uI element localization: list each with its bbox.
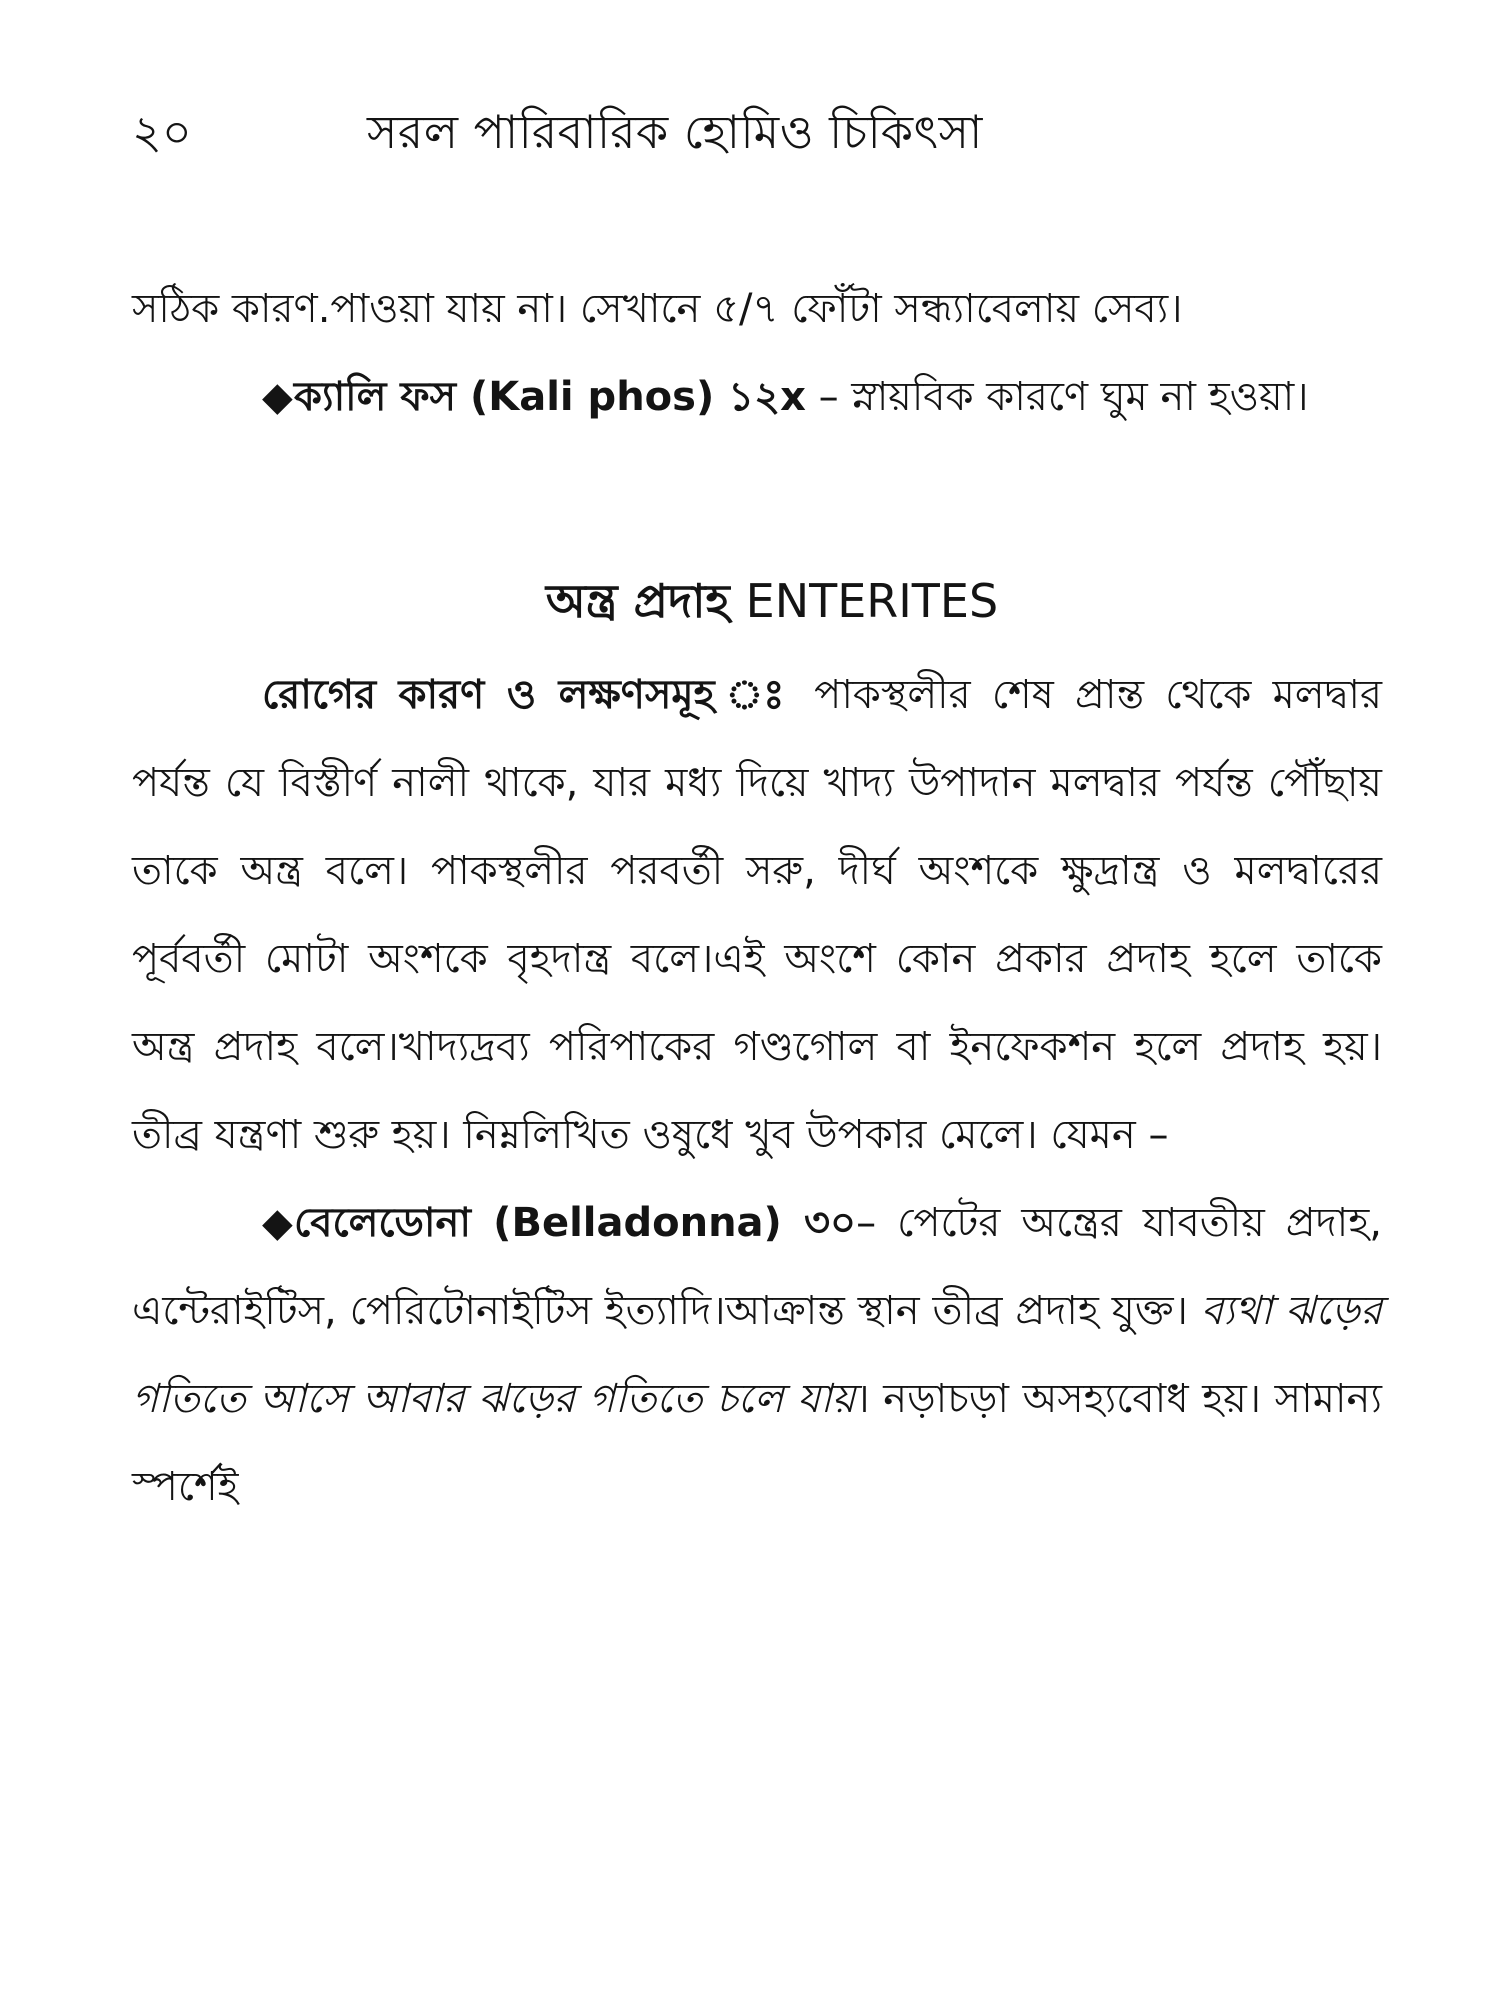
remedy-name: ক্যালি ফস (Kali phos) ১২x [294, 374, 806, 420]
remedy-description-continued: । নড়াচড়া অসহ্যবোধ হয়। সামান্য স্পর্শেই [132, 1376, 1382, 1510]
remedy-entry-belladonna [132, 1179, 1382, 1531]
section-title-bengali: অন্ত্র প্রদাহ [545, 574, 730, 628]
remedy-italic-note: ব্যথা ঝড়ের গতিতে আসে আবার ঝড়ের গতিতে চলে যায় [132, 1288, 1382, 1422]
section-heading [132, 551, 1382, 651]
continuation-paragraph [132, 265, 1382, 353]
diamond-bullet-icon: ◆ [262, 1200, 293, 1246]
section-spacer [132, 441, 1382, 551]
remedy-entry-kali-phos [132, 353, 1382, 441]
remedy-name: বেলেডোনা (Belladonna) ৩০ [294, 1200, 857, 1246]
causes-paragraph [132, 651, 1382, 1179]
book-title: সরল পারিবারিক হোমিও চিকিৎসা [367, 105, 983, 159]
causes-text: পাকস্থলীর শেষ প্রান্ত থেকে মলদ্বার পর্যন্ত যে বিস্তীর্ণ নালী থাকে, যার মধ্য দিয়ে খাদ্য উপাদান মলদ্বার পর্যন্ত পৌঁছায় তাকে অন্ত্র বলে। পাকস্থলীর পরবর্তী সরু, দীর্ঘ অংশকে ক্ষুদ্রান্ত্র ও মলদ্বারের পূর্ববর্তী মোটা অংশকে বৃহদান্ত্র বলে।এই অংশে কোন প্রকার প্রদাহ হলে তাকে অন্ত্র প্রদাহ বলে।খাদ্যদ্রব্য পরিপাকের গণ্ডগোল বা ইনফেকশন হলে প্রদাহ হয়। তীব্র যন্ত্রণা শুরু হয়। নিম্নলিখিত ওষুধে খুব উপকার মেলে। যেমন – [132, 672, 1382, 1158]
remedy-description: – স্নায়বিক কারণে ঘুম না হওয়া। [805, 374, 1309, 420]
running-header [132, 92, 1372, 172]
page-body [132, 265, 1382, 1531]
diamond-bullet-icon: ◆ [262, 374, 293, 420]
page-number: ২০ [132, 105, 192, 159]
section-title-english: ENTERITES [745, 574, 999, 628]
continuation-text: সঠিক কারণ.পাওয়া যায় না। সেখানে ৫/৭ ফোঁটা সন্ধ্যাবেলায় সেব্য। [132, 286, 1183, 332]
causes-label: রোগের কারণ ও লক্ষণসমূহ ঃ [262, 672, 793, 718]
remedy-description: – পেটের অন্ত্রের যাবতীয় প্রদাহ, এন্টেরাইটিস, পেরিটোনাইটিস ইত্যাদি।আক্রান্ত স্থান তীব্র প্রদাহ যুক্ত। [132, 1200, 1382, 1334]
